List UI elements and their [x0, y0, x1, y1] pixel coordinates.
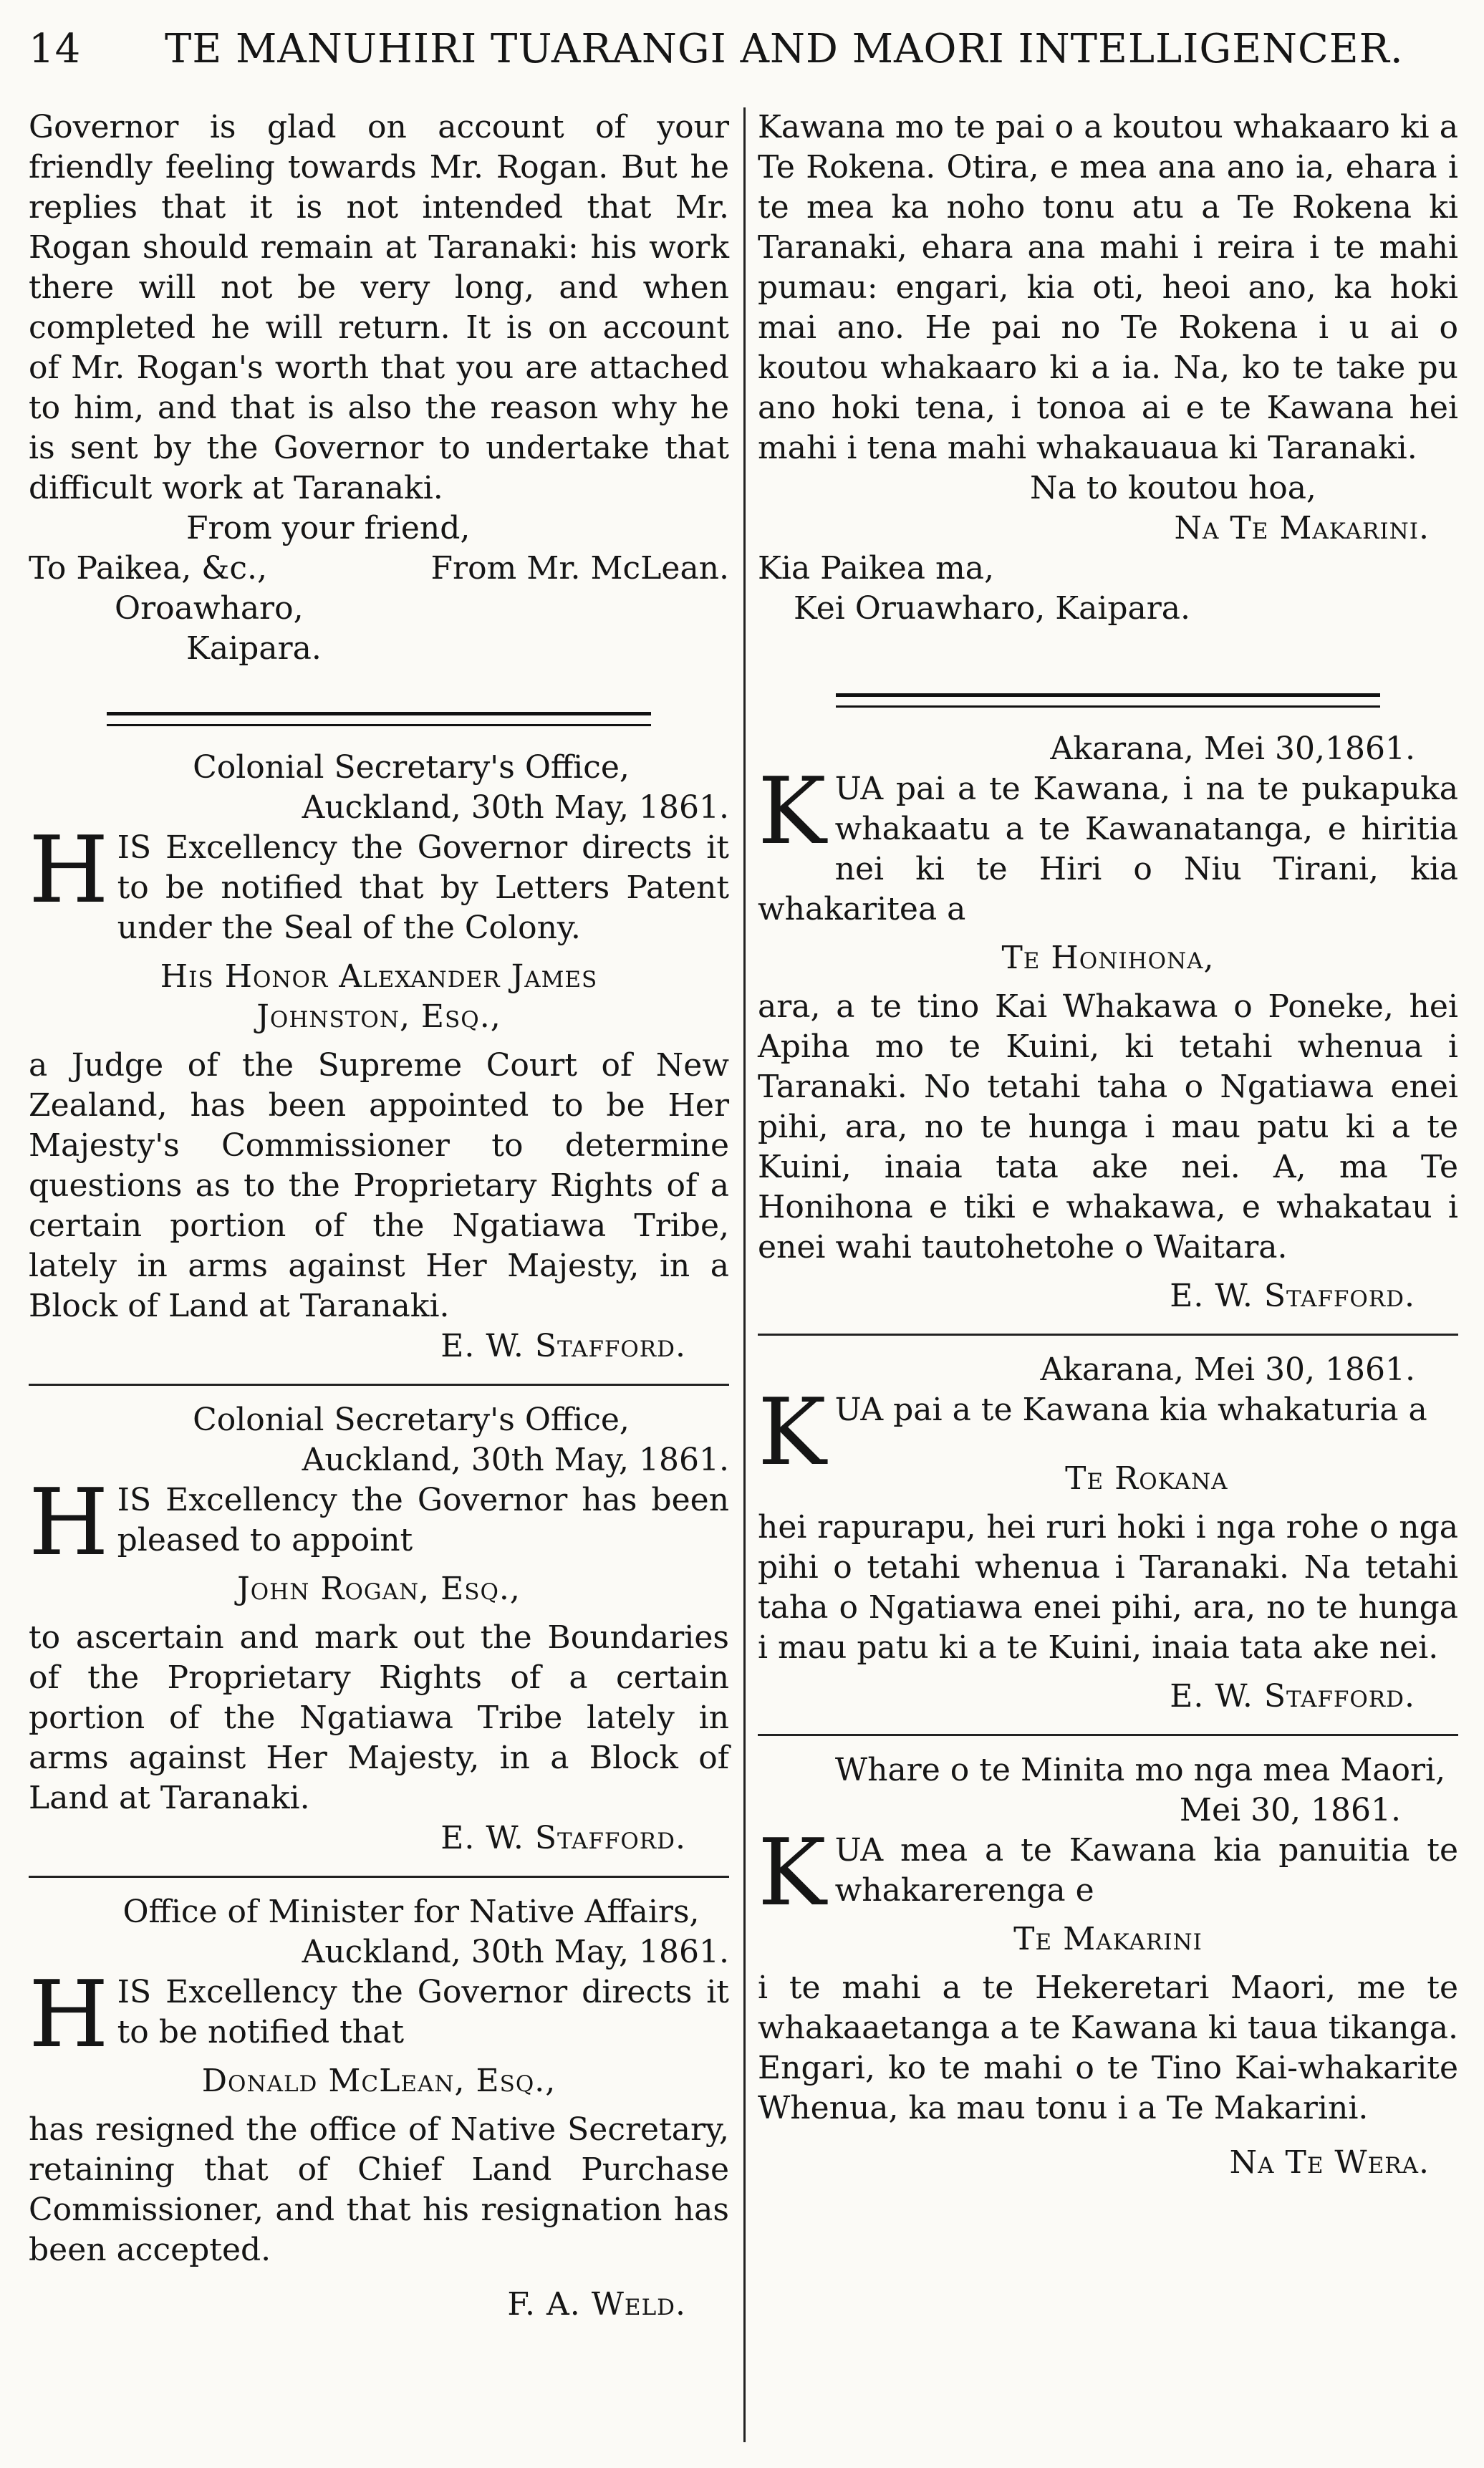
section-rule-double — [107, 712, 651, 726]
notice-intro — [758, 758, 1458, 930]
drop-cap: H — [29, 1962, 109, 2068]
maori-column — [758, 107, 1458, 2183]
notice-signature: Na Te Wera. — [1229, 2144, 1430, 2181]
notice-signature: E. W. Stafford. — [1170, 1678, 1415, 1715]
letter-maori — [758, 107, 1458, 629]
notice-intro — [29, 1962, 729, 2068]
notice-intro-text: IS Excellency the Governor directs it to be notified that by Letters Patent under the Seal of the Colony. — [117, 829, 729, 946]
notice-intro-text: IS Excellency the Governor directs it to be notified that — [117, 1974, 729, 2050]
notice-body: a Judge of the Supreme Court of New Zealand, has been appointed to be Her Majesty's Commissioner to determine questions as to the Proprietary Rights of a certain portion of the Ngatiawa Tribe, lately in arms against Her Majesty, in a Block of Land at Taranaki. — [29, 1047, 729, 1324]
notice-honihona — [758, 729, 1458, 1316]
english-column — [29, 107, 729, 2325]
notice-body: hei rapurapu, hei ruri hoki i nga rohe o nga pihi o tetahi whenua i Taranaki. Na tetahi taha o Ngatiawa enei pihi, ara, no te hunga i mau patu ki a te Kuini, inaia tata ake nei. — [758, 1509, 1458, 1666]
notice-signature: E. W. Stafford. — [440, 1328, 686, 1364]
section-rule-double — [836, 693, 1380, 708]
notice-intro-text: UA mea a te Kawana kia panuitia te whakarerenga e — [834, 1832, 1458, 1909]
letter-address-line: Kaipara. — [186, 630, 322, 667]
column-divider — [743, 107, 746, 2442]
appointee-name: Te Rokana — [1065, 1460, 1228, 1497]
drop-cap: H — [29, 817, 109, 924]
notice-intro — [29, 1470, 729, 1576]
notice-intro-text: UA pai a te Kawana, i na te pukapuka whakaatu a te Kawanatanga, e hiritia nei ki te Hiri o Niu Tirani, kia whakaritea a — [758, 771, 1458, 927]
notice-office: Colonial Secretary's Office, — [193, 1402, 630, 1438]
appointee-name: Donald McLean, Esq., — [201, 2063, 556, 2099]
letter-english — [29, 107, 729, 669]
appointee-name: Te Makarini — [1013, 1921, 1203, 1957]
notice-date: Auckland, 30th May, 1861. — [302, 1934, 729, 1970]
publication-title: TE MANUHIRI TUARANGI AND MAORI INTELLIGENCER. — [165, 26, 1404, 72]
notice-mclean-resignation — [29, 1892, 729, 2325]
notice-office: Colonial Secretary's Office, — [193, 749, 630, 786]
notice-signature: E. W. Stafford. — [1170, 1278, 1415, 1314]
letter-body: Kawana mo te pai o a koutou whakaaro ki a Te Rokena. Otira, e mea ana ano ia, ehara i te mea ka noho tonu atu a Te Rokena ki Taranaki, ehara ana mahi i reira i te mahi pumau: engari, kia oti, heoi ano, ka hoki mai ano. He pai no Te Rokena i u ai o koutou whakaaro ki a ia. Na, ko te take pu ano hoki tena, i tonoa ai e te Kawana hei mahi i tena mahi whakauaua ki Taranaki. — [758, 109, 1458, 466]
letter-addressee: To Paikea, &c., — [29, 550, 268, 587]
drop-cap: K — [758, 1379, 827, 1486]
appointee-name: Johnston, Esq., — [256, 998, 501, 1035]
notice-date: Akarana, Mei 30, 1861. — [1040, 1351, 1415, 1388]
drop-cap: K — [758, 1820, 827, 1927]
notice-office: Office of Minister for Native Affairs, — [122, 1894, 700, 1930]
appointee-name: Te Honihona, — [1001, 940, 1215, 976]
appointee-name: John Rogan, Esq., — [237, 1571, 521, 1607]
notice-rogan-appointment — [29, 1400, 729, 1859]
notice-signature: E. W. Stafford. — [440, 1820, 686, 1856]
notice-intro-text: UA pai a te Kawana kia whakaturia a — [834, 1392, 1427, 1428]
letter-addressee: Kia Paikea ma, — [758, 550, 994, 587]
notice-rokana — [758, 1350, 1458, 1717]
notice-body: has resigned the office of Native Secretary, retaining that of Chief Land Purchase Commissioner, and that his resignation has been accepted. — [29, 2111, 729, 2268]
letter-signature: Na Te Makarini. — [1174, 510, 1430, 546]
letter-closing: From your friend, — [186, 510, 471, 546]
drop-cap: H — [29, 1470, 109, 1576]
letter-closing: Na to koutou hoa, — [1030, 470, 1316, 506]
notice-body: i te mahi a te Hekeretari Maori, me te whakaaetanga a te Kawana ki taua tikanga. Engari, ko te mahi o te Tino Kai-whakarite Whenua, ka mau tonu i a Te Makarini. — [758, 1970, 1458, 2126]
page-number: 14 — [29, 26, 82, 72]
appointee-name: His Honor Alexander James — [160, 958, 598, 995]
page-header — [29, 26, 1454, 83]
drop-cap: K — [758, 758, 827, 865]
notice-date: Mei 30, 1861. — [1179, 1792, 1401, 1828]
notice-intro-text: IS Excellency the Governor has been pleased to appoint — [117, 1482, 729, 1558]
notice-makarini-resignation — [758, 1750, 1458, 2183]
notice-signature: F. A. Weld. — [507, 2286, 686, 2323]
notice-intro — [758, 1820, 1458, 1927]
notice-date: Akarana, Mei 30,1861. — [1050, 731, 1415, 767]
letter-signature: From Mr. McLean. — [430, 550, 729, 587]
notice-date: Auckland, 30th May, 1861. — [302, 1442, 729, 1478]
letter-address-line: Oroawharo, — [115, 590, 304, 627]
letter-body: Governor is glad on account of your friendly feeling towards Mr. Rogan. But he replies that it is not intended that Mr. Rogan should remain at Taranaki: his work there will not be very long, and when completed he will return. It is on account of Mr. Rogan's worth that you are attached to him, and that is also the reason why he is sent by the Governor to undertake that difficult work at Taranaki. — [29, 109, 729, 506]
notice-body: ara, a te tino Kai Whakawa o Poneke, hei Apiha mo te Kuini, ki tetahi whenua i Taranaki. No tetahi taha o Ngatiawa enei pihi, ara, no te hunga i mau patu ki a te Kuini, inaia tata ake nei. A, ma Te Honihona e tiki e whakawa, e whakatau i enei wahi tautohetohe o Waitara. — [758, 988, 1458, 1266]
letter-address-line: Kei Oruawharo, Kaipara. — [794, 590, 1191, 627]
notice-judge-appointment — [29, 748, 729, 1366]
notice-date: Auckland, 30th May, 1861. — [302, 789, 729, 826]
notice-intro — [29, 817, 729, 948]
notice-body: to ascertain and mark out the Boundaries of the Proprietary Rights of a certain portion of the Ngatiawa Tribe lately in arms against Her Majesty, in a Block of Land at Taranaki. — [29, 1619, 729, 1816]
notice-office: Whare o te Minita mo nga mea Maori, — [834, 1752, 1446, 1788]
